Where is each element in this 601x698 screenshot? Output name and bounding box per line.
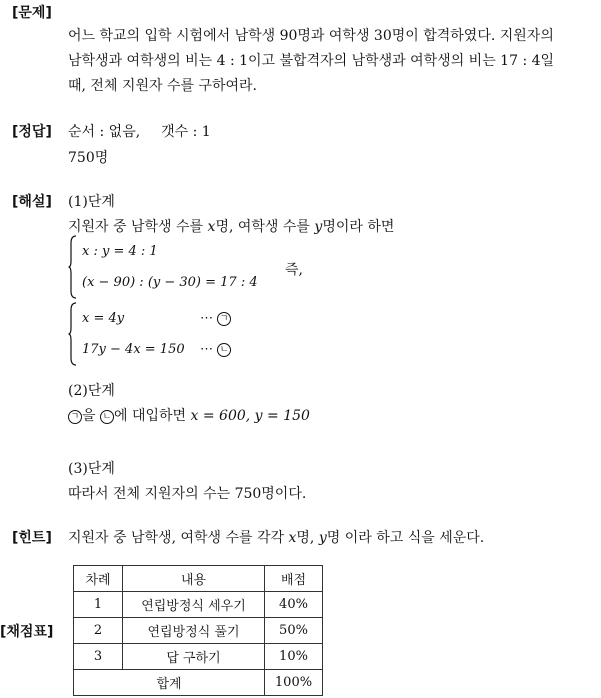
- rubric-table: [73, 565, 323, 696]
- rubric-cell-order: 3: [74, 644, 123, 670]
- system1-brace: [68, 235, 77, 299]
- rubric-cell-order: 1: [74, 592, 123, 618]
- rubric-cell-points: 40%: [265, 592, 323, 618]
- step2-text-b: 에 대입하면: [113, 408, 191, 424]
- step3-title: (3)단계: [68, 461, 115, 477]
- hint-text-b: 명,: [296, 530, 319, 546]
- rubric-cell-order: 2: [74, 618, 123, 644]
- table-row: [74, 618, 323, 644]
- step1-text-a: 지원자 중 남학생 수를: [68, 219, 208, 235]
- hint-text-a: 지원자 중 남학생, 여학생 수를 각각: [68, 530, 289, 546]
- system2-brace: [68, 302, 77, 366]
- hint-var-x: x: [288, 530, 297, 546]
- circled-giyeok-icon: ㄱ: [68, 410, 82, 424]
- problem-label: [문제]: [12, 5, 52, 21]
- step1-text-b: 명, 여학생 수를: [215, 219, 315, 235]
- system2-eq2: 17y − 4x = 150: [82, 342, 185, 357]
- rubric-cell-content: 답 구하기: [123, 644, 265, 670]
- step1-title: (1)단계: [68, 194, 115, 210]
- hint-text-c: 명 이라 하고 식을 세운다.: [326, 530, 485, 546]
- answer-count: 갯수 : 1: [161, 124, 211, 140]
- hint-var-y: y: [318, 530, 327, 546]
- rubric-header-points: 배점: [265, 566, 323, 592]
- system2-eq1: x = 4y: [82, 311, 125, 326]
- system2-eq1-mark: [200, 311, 231, 326]
- step2-result: x = 600, y = 150: [190, 408, 310, 424]
- circled-nieun-icon: ㄴ: [100, 410, 114, 424]
- step2-title: (2)단계: [68, 383, 115, 399]
- system1-eq1: x : y = 4 : 1: [82, 244, 158, 259]
- answer-value: 750명: [68, 150, 109, 166]
- rubric-cell-content: 연립방정식 세우기: [123, 592, 265, 618]
- explanation-label: [해설]: [12, 194, 52, 210]
- step1-text: [68, 216, 394, 236]
- system2-eq2-mark: [200, 342, 231, 357]
- hint-label: [힌트]: [12, 530, 52, 546]
- var-x: x: [207, 219, 216, 235]
- rubric-header-row: [74, 566, 323, 592]
- rubric-header-order: 차례: [74, 566, 123, 592]
- table-row: [74, 644, 323, 670]
- answer-meta: [68, 121, 211, 141]
- rubric-cell-content: 연립방정식 풀기: [123, 618, 265, 644]
- rubric-total-label: 합계: [74, 670, 265, 696]
- rubric-cell-points: 50%: [265, 618, 323, 644]
- hint-text: [68, 527, 484, 547]
- rubric-header-content: 내용: [123, 566, 265, 592]
- answer-label: [정답]: [12, 124, 52, 140]
- system1-eq2: (x − 90) : (y − 30) = 17 : 4: [82, 275, 258, 290]
- step2-text-a: 을: [82, 408, 100, 424]
- step2-text: [68, 405, 310, 425]
- problem-line-2: 남학생과 여학생의 비는 4 : 1이고 불합격자의 남학생과 여학생의 비는 17 : 4일: [68, 53, 555, 69]
- dots-1: ⋯: [200, 311, 213, 326]
- rubric-total-row: [74, 670, 323, 696]
- jeuk-text: 즉,: [285, 262, 303, 278]
- answer-order: 순서 : 없음,: [68, 124, 141, 140]
- step1-text-c: 명이라 하면: [322, 219, 395, 235]
- step3-text: 따라서 전체 지원자의 수는 750명이다.: [68, 486, 307, 502]
- rubric-cell-points: 10%: [265, 644, 323, 670]
- problem-line-1: 어느 학교의 입학 시험에서 남학생 90명과 여학생 30명이 합격하였다. 지원자의: [68, 28, 554, 44]
- rubric-total-value: 100%: [265, 670, 323, 696]
- problem-line-3: 때, 전체 지원자 수를 구하여라.: [68, 78, 257, 94]
- rubric-label: [채점표]: [0, 624, 54, 640]
- table-row: [74, 592, 323, 618]
- circled-giyeok-icon: ㄱ: [217, 312, 231, 326]
- dots-2: ⋯: [200, 342, 213, 357]
- circled-nieun-icon: ㄴ: [217, 343, 231, 357]
- var-y: y: [314, 219, 323, 235]
